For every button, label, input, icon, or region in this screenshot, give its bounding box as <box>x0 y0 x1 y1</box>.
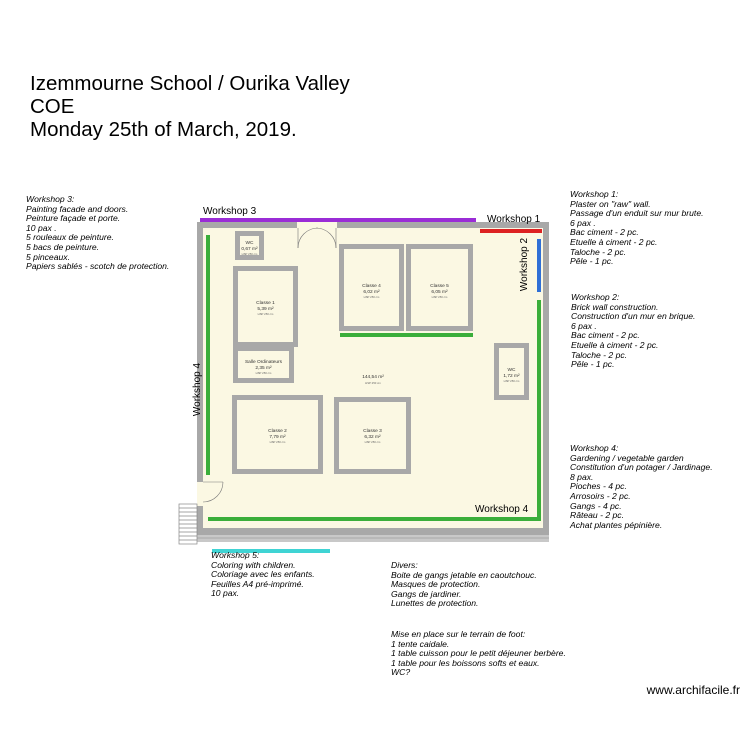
workshop-2-marker <box>537 239 541 292</box>
note-line: Bac ciment - 2 pc. <box>570 227 639 238</box>
note-line: Workshop 2: <box>571 292 620 302</box>
note-line: Workshop 3: <box>26 194 75 204</box>
note-workshop-5 <box>211 551 315 599</box>
workshop-4-bottom-label: Workshop 4 <box>475 504 529 515</box>
note-line: Brick wall construction. <box>571 301 659 312</box>
note-line: 10 pax . <box>26 222 57 233</box>
note-line: 6 pax . <box>571 320 597 331</box>
note-line: Workshop 4: <box>570 443 619 453</box>
note-line: Construction d'un mur en brique. <box>571 311 696 322</box>
note-line: Taloche - 2 pc. <box>571 349 628 360</box>
workshop-4-classes-marker <box>340 333 473 337</box>
workshop-2-label: Workshop 2 <box>519 237 531 292</box>
room-label-wc-right: WC 1,72 m² HSP 250 cm <box>503 368 520 383</box>
note-line: Pioches - 4 pc. <box>570 481 627 492</box>
note-line: Pêle - 1 pc. <box>570 256 614 267</box>
note-line: WC? <box>391 667 411 678</box>
workshop-4-left-marker <box>206 235 210 475</box>
workshop-4-right-marker <box>537 300 541 520</box>
title-line-1: Izemmourne School / Ourika Valley <box>30 72 350 95</box>
room-label-wc-small: WC 0,67 m² HSP 250 cm <box>241 241 258 256</box>
note-line: 5 rouleaux de peinture. <box>26 232 114 243</box>
note-mise-en-place <box>391 630 566 678</box>
note-line: 1 tente caidale. <box>391 638 450 649</box>
note-workshop-3 <box>26 195 169 272</box>
title-line-2: COE <box>30 95 75 118</box>
note-line: Gangs de jardiner. <box>391 588 462 599</box>
room-label-salle-ordinateurs: Salle Ordinateurs 2,35 m² HSP 250 cm <box>244 360 283 375</box>
note-line: Arrosoirs - 2 pc. <box>570 490 631 501</box>
note-line: Mise en place sur le terrain de foot: <box>391 629 526 639</box>
note-line: 1 table pour les boissons softs et eaux. <box>391 657 540 668</box>
note-line: Coloring with children. <box>211 559 296 570</box>
note-line: 1 table cuisson pour le petit déjeuner berbère. <box>391 648 566 659</box>
note-line: Workshop 5: <box>211 550 260 560</box>
note-line: Constitution d'un potager / Jardinage. <box>570 462 713 473</box>
stairs <box>179 504 197 544</box>
note-workshop-2 <box>571 293 695 370</box>
title-block <box>30 72 350 141</box>
note-line: Etuelle à ciment - 2 pc. <box>571 339 659 350</box>
note-line: Gangs - 4 pc. <box>570 500 622 511</box>
note-line: Passage d'un enduit sur mur brute. <box>570 208 704 219</box>
note-line: Masques de protection. <box>391 579 481 590</box>
workshop-3-marker <box>200 218 476 222</box>
note-line: Achat plantes pépinière. <box>570 519 663 530</box>
note-line: 5 pinceaux. <box>26 251 70 262</box>
workshop-1-label: Workshop 1 <box>487 214 541 225</box>
note-line: Feuilles A4 pré-imprimé. <box>211 578 304 589</box>
note-line: Bac ciment - 2 pc. <box>571 330 640 341</box>
note-line: Pêle - 1 pc. <box>571 359 615 370</box>
note-line: Divers: <box>391 560 418 570</box>
workshop-3-label: Workshop 3 <box>203 206 257 217</box>
note-divers <box>391 561 537 609</box>
note-line: Lunettes de protection. <box>391 598 479 609</box>
workshop-1-marker <box>480 229 542 233</box>
credit-link[interactable]: www.archifacile.fr <box>646 683 740 697</box>
room-label-classe-2: Classe 2 7,79 m² HSP 250 cm <box>268 429 287 444</box>
note-line: Papiers sablés - scotch de protection. <box>26 261 170 272</box>
note-line: 8 pax. <box>570 471 594 482</box>
note-line: Painting facade and doors. <box>26 203 129 214</box>
note-line: Peinture façade et porte. <box>26 213 121 224</box>
note-line: 5 bacs de peinture. <box>26 241 100 252</box>
note-line: Boite de gangs jetable en caoutchouc. <box>391 569 537 580</box>
note-line: 10 pax. <box>211 588 240 599</box>
workshop-4-left-label: Workshop 4 <box>192 362 204 417</box>
note-workshop-4 <box>570 444 713 530</box>
note-line: 6 pax . <box>570 217 596 228</box>
workshop-4-bottom-marker <box>208 517 541 521</box>
note-line: Taloche - 2 pc. <box>570 246 627 257</box>
left-door-gap <box>197 482 203 506</box>
note-line: Plaster on "raw" wall. <box>570 198 651 209</box>
room-label-classe-4: Classe 4 6,02 m² HSP 250 cm <box>362 284 381 299</box>
room-label-classe-1: Classe 1 5,39 m² HSP 250 cm <box>256 301 275 316</box>
room-label-classe-5: Classe 5 6,05 m² HSP 250 cm <box>430 284 449 299</box>
note-line: Etuelle à ciment - 2 pc. <box>570 236 658 247</box>
top-door-gap <box>297 222 337 228</box>
room-label-main: 144,54 m² HSP 250 cm <box>362 375 384 385</box>
title-line-3: Monday 25th of March, 2019. <box>30 118 297 141</box>
note-line: Workshop 1: <box>570 189 619 199</box>
note-workshop-1 <box>570 190 704 267</box>
note-line: Coloriage avec les enfants. <box>211 569 315 580</box>
note-line: Gardening / vegetable garden <box>570 452 684 463</box>
note-line: Râteau - 2 pc. <box>570 510 624 521</box>
room-label-classe-3: Classe 3 6,32 m² HSP 250 cm <box>363 429 382 444</box>
